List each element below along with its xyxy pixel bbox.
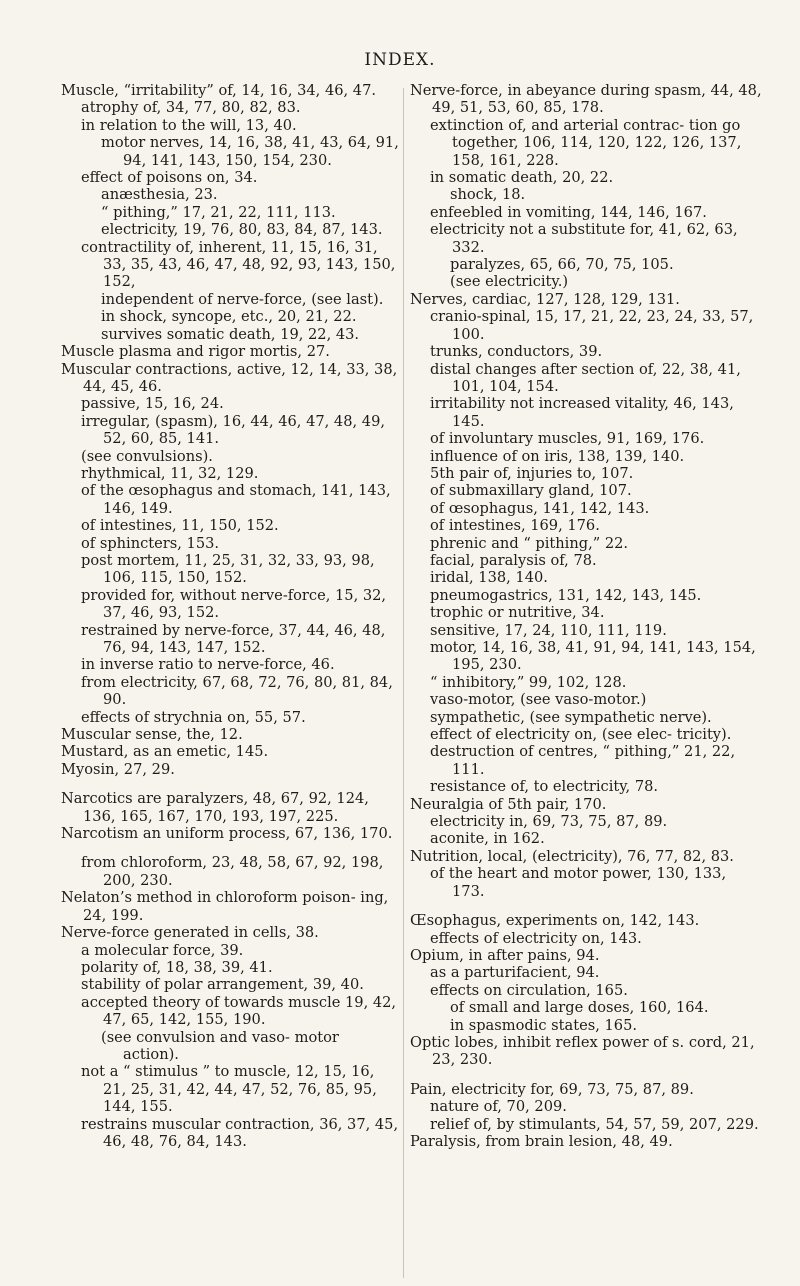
index-subentry: sympathetic, (see sympathetic nerve). [430,708,712,726]
index-subentry: from electricity, 67, 68, 72, 76, 80, 81, 84, 90. [81,673,393,709]
index-heading-entry: Muscle, “irritability” of, 14, 16, 34, 46, 47. [61,82,376,99]
index-subentry: of the heart and motor power, 130, 133, 173. [430,865,727,900]
index-subentry: not a “ stimulus ” to muscle, 12, 15, 16, 21, 25, 31, 42, 44, 47, 52, 76, 85, 95, 144, 155. [81,1063,377,1116]
index-heading-entry: Nerve-force generated in cells, 38. [61,924,319,942]
index-subentry: survives somatic death, 19, 22, 43. [101,325,360,343]
index-subentry: of the œsophagus and stomach, 141, 143, 146, 149. [81,482,391,517]
page-header: INDEX. [364,50,436,70]
index-subentry: independent of nerve-force, (see last). [101,290,384,308]
index-subentry: effect of poisons on, 34. [81,169,258,187]
index-subentry: (see electricity.) [450,273,569,291]
index-subentry: provided for, without nerve-force, 15, 32, 37, 46, 93, 152. [81,586,387,622]
index-subentry: irregular, (spasm), 16, 44, 46, 47, 48, 49, 52, 60, 85, 141. [81,412,385,448]
index-subentry: of small and large doses, 160, 164. [450,999,709,1017]
index-heading-entry: Muscular sense, the, 12. [61,726,243,744]
index-subentry: accepted theory of towards muscle 19, 42, 47, 65, 142, 155, 190. [81,993,397,1029]
index-subentry: paralyzes, 65, 66, 70, 75, 105. [450,256,674,274]
index-subentry: electricity in, 69, 73, 75, 87, 89. [430,813,668,831]
index-subentry: passive, 15, 16, 24. [81,395,224,413]
index-subentry: restrained by nerve-force, 37, 44, 46, 48, 76, 94, 143, 147, 152. [81,621,386,656]
index-subentry: iridal, 138, 140. [430,569,548,587]
index-subentry: “ pithing,” 17, 21, 22, 111, 113. [101,203,336,221]
index-subentry: atrophy of, 34, 77, 80, 82, 83. [81,99,301,117]
index-subentry: a molecular force, 39. [81,941,244,959]
index-heading-entry: Narcotism an uniform process, 67, 136, 170. [61,825,393,843]
index-subentry: motor nerves, 14, 16, 38, 41, 43, 64, 91, 94, 141, 143, 150, 154, 230. [101,134,399,169]
index-subentry: stability of polar arrangement, 39, 40. [81,976,364,994]
index-subentry: of œsophagus, 141, 142, 143. [430,499,650,517]
index-heading-entry: Optic lobes, inhibit reflex power of s. cord, 21, 23, 230. [410,1033,755,1069]
index-subentry: aconite, in 162. [430,830,545,848]
index-heading-entry: Opium, in after pains, 94. [410,946,600,964]
index-heading-entry: Muscular contractions, active, 12, 14, 33, 38, 44, 45, 46. [61,360,398,395]
index-subentry: shock, 18. [450,186,526,204]
index-subentry: irritability not increased vitality, 46, 143, 145. [430,395,734,430]
index-subentry: 5th pair of, injuries to, 107. [430,464,634,482]
index-subentry: electricity not a substitute for, 41, 62, 63, 332. [430,221,738,256]
index-heading-entry: Mustard, as an emetic, 145. [61,743,269,761]
index-subentry: effect of electricity on, (see elec- tricity). [430,726,732,744]
index-subentry: in relation to the will, 13, 40. [81,116,297,134]
index-heading-entry: Paralysis, from brain lesion, 48, 49. [410,1132,673,1150]
index-heading-entry: Pain, electricity for, 69, 73, 75, 87, 89. [410,1080,694,1098]
index-subentry: destruction of centres, “ pithing,” 21, 22, 111. [430,743,736,778]
index-subentry: trunks, conductors, 39. [430,343,603,361]
index-subentry: relief of, by stimulants, 54, 57, 59, 207, 229. [430,1115,759,1133]
index-subentry: trophic or nutritive, 34. [430,604,605,622]
index-subentry: enfeebled in vomiting, 144, 146, 167. [430,203,707,221]
index-subentry: vaso-motor, (see vaso-motor.) [430,691,647,709]
index-column-right [410,82,762,1150]
index-subentry: effects on circulation, 165. [430,981,628,999]
index-subentry: in inverse ratio to nerve-force, 46. [81,656,335,674]
index-heading-entry: Nerve-force, in abeyance during spasm, 44, 48, 49, 51, 53, 60, 85, 178. [410,82,762,117]
index-subentry: of intestines, 11, 150, 152. [81,517,279,535]
index-subentry: in somatic death, 20, 22. [430,169,614,187]
index-heading-entry: Narcotics are paralyzers, 48, 67, 92, 124, 136, 165, 167, 170, 193, 197, 225. [61,790,369,825]
index-subentry: as a parturifacient, 94. [430,964,600,982]
index-subentry: nature of, 70, 209. [430,1098,567,1116]
index-subentry: anæsthesia, 23. [101,186,218,204]
index-subentry: effects of strychnia on, 55, 57. [81,708,306,726]
index-subentry: of involuntary muscles, 91, 169, 176. [430,430,705,448]
index-subentry: (see convulsion and vaso- motor action). [101,1028,339,1063]
index-heading-entry: Nelaton’s method in chloroform poison- ing, 24, 199. [61,889,389,924]
index-heading-entry: Myosin, 27, 29. [61,760,175,778]
index-subentry: in spasmodic states, 165. [450,1016,637,1034]
index-subentry: post mortem, 11, 25, 31, 32, 33, 93, 98, 106, 115, 150, 152. [81,551,375,587]
index-subentry: electricity, 19, 76, 80, 83, 84, 87, 143. [101,221,383,239]
index-subentry: facial, paralysis of, 78. [430,551,597,569]
index-subentry: in shock, syncope, etc., 20, 21, 22. [101,308,357,326]
index-subentry: (see convulsions). [81,447,213,465]
index-subentry: phrenic and “ pithing,” 22. [430,534,629,552]
index-subentry: effects of electricity on, 143. [430,929,642,947]
index-subentry: from chloroform, 23, 48, 58, 67, 92, 198, 200, 230. [81,854,384,889]
index-subentry: restrains muscular contraction, 36, 37, 45, 46, 48, 76, 84, 143. [81,1115,399,1150]
index-subentry: motor, 14, 16, 38, 41, 91, 94, 141, 143, 154, 195, 230. [430,639,756,674]
index-heading-entry: Neuralgia of 5th pair, 170. [410,795,607,813]
column-divider [403,88,404,1278]
index-subentry: sensitive, 17, 24, 110, 111, 119. [430,621,667,639]
index-subentry: of sphincters, 153. [81,534,220,552]
index-subentry: cranio-spinal, 15, 17, 21, 22, 23, 24, 33, 57, 100. [430,308,754,343]
index-column-left [61,82,399,1150]
index-subentry: distal changes after section of, 22, 38, 41, 101, 104, 154. [430,360,741,395]
index-heading-entry: Muscle plasma and rigor mortis, 27. [61,343,330,361]
index-heading-entry: Œsophagus, experiments on, 142, 143. [410,912,700,930]
index-subentry: “ inhibitory,” 99, 102, 128. [430,673,627,691]
index-heading-entry: Nutrition, local, (electricity), 76, 77, 82, 83. [410,847,734,865]
index-subentry: rhythmical, 11, 32, 129. [81,464,259,482]
index-subentry: resistance of, to electricity, 78. [430,778,659,796]
index-subentry: extinction of, and arterial contrac- tion go together, 106, 114, 120, 122, 126, 137, 158, 161, 228. [430,116,742,169]
index-subentry: pneumogastrics, 131, 142, 143, 145. [430,586,702,604]
index-subentry: polarity of, 18, 38, 39, 41. [81,958,273,976]
index-subentry: of intestines, 169, 176. [430,517,600,535]
index-subentry: of submaxillary gland, 107. [430,482,632,500]
index-subentry: influence of on iris, 138, 139, 140. [430,447,685,465]
index-subentry: contractility of, inherent, 11, 15, 16, 31, 33, 35, 43, 46, 47, 48, 92, 93, 143, 150, 152, [81,238,396,291]
index-heading-entry: Nerves, cardiac, 127, 128, 129, 131. [410,290,680,308]
